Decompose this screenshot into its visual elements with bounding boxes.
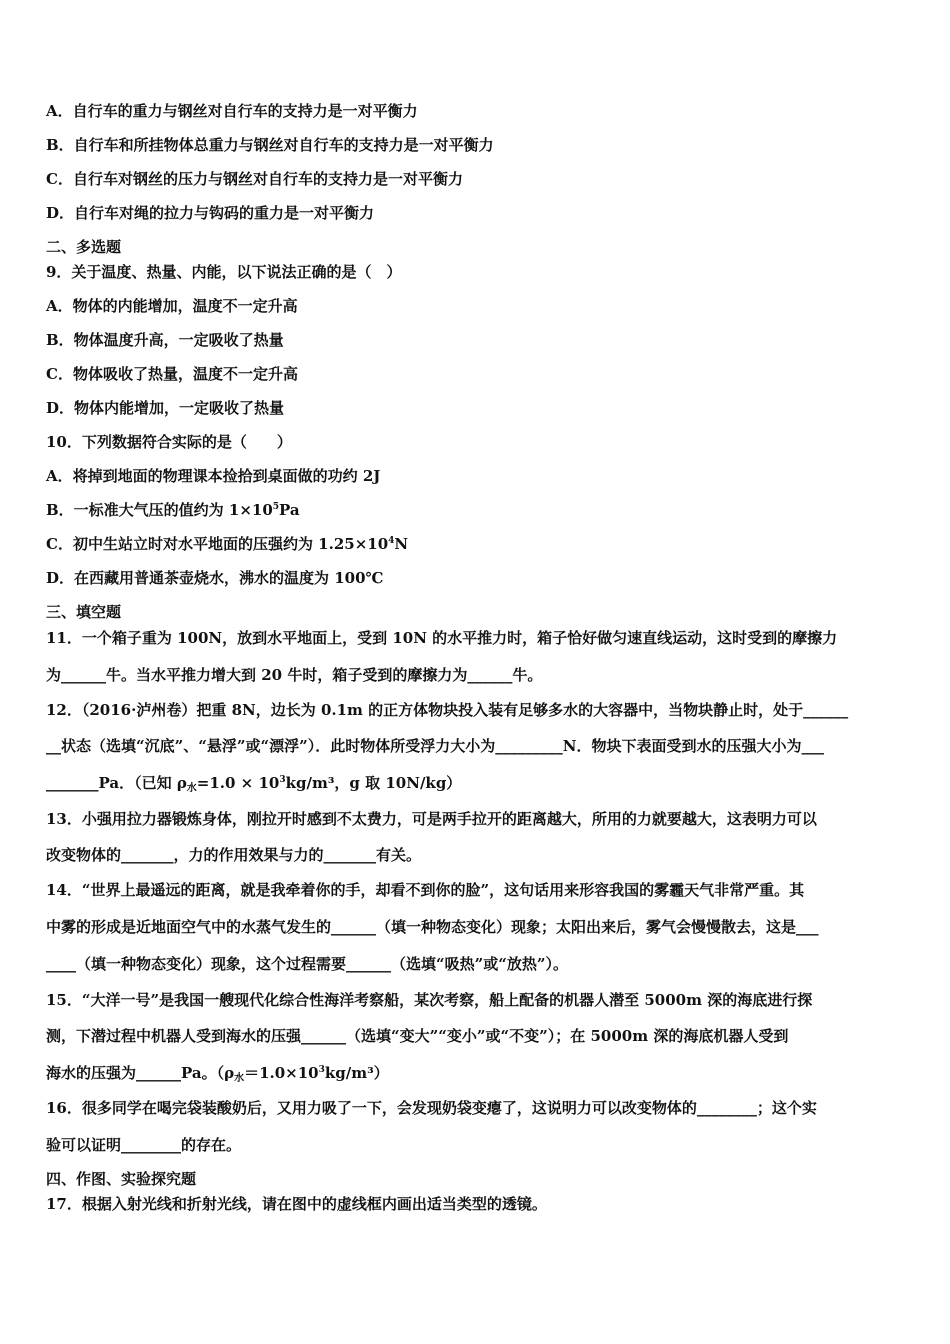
q12-line-2: __状态（选填“沉底”、“悬浮”或“漂浮”）．此时物体所受浮力大小为_________N．物块下表面受到水的压强大小为___ [46, 737, 824, 755]
q12-rho-subscript: 水 [186, 783, 197, 794]
q9-stem: 9．关于温度、热量、内能，以下说法正确的是（ ） [46, 263, 402, 281]
q14-line-1: 14．“世界上最遥远的距离，就是我牵着你的手，却看不到你的脸”，这句话用来形容我国的雾霾天气非常严重。其 [46, 881, 805, 899]
section-heading-drawing: 四、作图、实验探究题 [46, 1170, 197, 1188]
q10-option-a: A．将掉到地面的物理课本捡拾到桌面做的功约 2J [46, 467, 381, 485]
q10-option-d: D．在西藏用普通茶壶烧水，沸水的温度为 100℃ [46, 569, 384, 587]
q9-option-b: B．物体温度升高，一定吸收了热量 [46, 331, 284, 349]
q9-option-d: D．物体内能增加，一定吸收了热量 [46, 399, 285, 417]
q10-option-b-exponent: 5 [272, 502, 280, 512]
q8-option-b: B．自行车和所挂物体总重力与钢丝对自行车的支持力是一对平衡力 [46, 136, 494, 154]
q17-stem: 17．根据入射光线和折射光线，请在图中的虚线框内画出适当类型的透镜。 [46, 1195, 547, 1213]
q10-option-c [46, 534, 408, 554]
q12-line-3-density: =1.0 × 10 [196, 774, 280, 792]
q10-option-b-text: B．一标准大气压的值约为 1×10 [46, 501, 273, 519]
q11-line-2: 为______牛。当水平推力增大到 20 牛时，箱子受到的摩擦力为______牛。 [46, 666, 543, 684]
q8-option-a: A．自行车的重力与钢丝对自行车的支持力是一对平衡力 [46, 102, 418, 120]
q12-line-1: 12．（2016·泸州卷）把重 8N，边长为 0.1m 的正方体物块投入装有足够多水的大容器中，当物块静止时，处于______ [46, 701, 849, 719]
q14-line-2: 中雾的形成是近地面空气中的水蒸气发生的______（填一种物态变化）现象；太阳出来后，雾气会慢慢散去，这是___ [46, 918, 819, 936]
q10-option-c-exponent: 4 [388, 536, 395, 546]
q16-line-2: 验可以证明________的存在。 [46, 1136, 242, 1154]
q14-line-3: ____（填一种物态变化）现象，这个过程需要______（选填“吸热”或“放热”）。 [46, 955, 569, 973]
q12-exponent: 3 [279, 775, 286, 785]
q13-line-1: 13．小强用拉力器锻炼身体，刚拉开时感到不太费力，可是两手拉开的距离越大，所用的力就要越大，这表明力可以 [46, 810, 817, 828]
q9-option-a: A．物体的内能增加，温度不一定升高 [46, 297, 298, 315]
q15-line-3-density: ＝1.0×10 [244, 1064, 319, 1082]
q15-line-1: 15．“大洋一号”是我国一艘现代化综合性海洋考察船，某次考察，船上配备的机器人潜至 5000m 深的海底进行探 [46, 991, 813, 1009]
q12-line-3-unit: kg/m³，g 取 10N/kg） [285, 774, 462, 792]
q10-option-c-unit: N [394, 535, 409, 553]
q15-line-3-text: 海水的压强为______Pa。（ρ [46, 1064, 235, 1082]
q9-option-c: C．物体吸收了热量，温度不一定升高 [46, 365, 298, 383]
q15-line-2: 测，下潜过程中机器人受到海水的压强______（选填“变大”“变小”或“不变”）；在 5000m 深的海底机器人受到 [46, 1027, 789, 1045]
q10-option-b-unit: Pa [279, 501, 300, 519]
q12-line-3 [46, 773, 461, 793]
section-heading-multiple-choice: 二、多选题 [46, 238, 122, 256]
q11-line-1: 11．一个箱子重为 100N，放到水平地面上，受到 10N 的水平推力时，箱子恰好做匀速直线运动，这时受到的摩擦力 [46, 629, 838, 647]
q12-line-3-text: _______Pa．（已知 ρ [46, 774, 187, 792]
q15-line-3-unit: kg/m³） [324, 1064, 389, 1082]
q10-stem: 10．下列数据符合实际的是（ ） [46, 433, 292, 451]
q10-option-b [46, 500, 300, 520]
q8-option-d: D．自行车对绳的拉力与钩码的重力是一对平衡力 [46, 204, 375, 222]
section-heading-fill-blank: 三、填空题 [46, 603, 122, 621]
q15-line-3 [46, 1063, 389, 1083]
q8-option-c: C．自行车对钢丝的压力与钢丝对自行车的支持力是一对平衡力 [46, 170, 463, 188]
q15-exponent: 3 [318, 1065, 325, 1075]
q13-line-2: 改变物体的_______，力的作用效果与力的_______有关。 [46, 846, 422, 864]
q15-rho-subscript: 水 [234, 1073, 245, 1084]
q10-option-c-text: C．初中生站立时对水平地面的压强约为 1.25×10 [46, 535, 389, 553]
q16-line-1: 16．很多同学在喝完袋装酸奶后，又用力吸了一下，会发现奶袋变瘪了，这说明力可以改变物体的________；这个实 [46, 1099, 817, 1117]
